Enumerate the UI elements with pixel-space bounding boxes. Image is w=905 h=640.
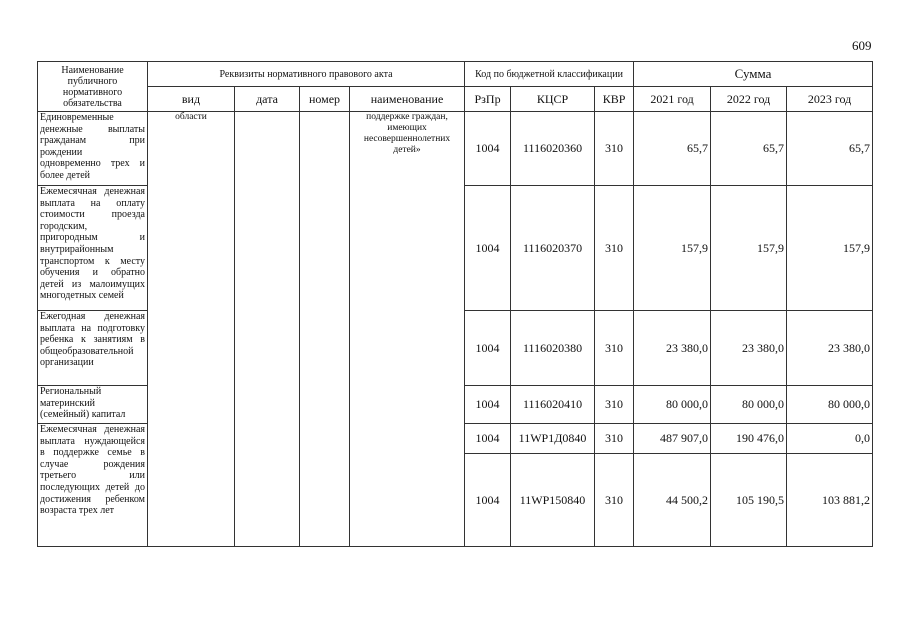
- row-sum-2022: 190 476,0: [711, 424, 787, 454]
- row-sum-2023: 157,9: [787, 186, 873, 311]
- header-2023: 2023 год: [787, 87, 873, 112]
- header-sum: Сумма: [634, 62, 873, 87]
- row-sum-2022: 157,9: [711, 186, 787, 311]
- header-naimenovanie: наименование: [350, 87, 465, 112]
- row-kvr: 310: [595, 311, 634, 386]
- header-vid: вид: [148, 87, 235, 112]
- row-kcsr: 1116020410: [511, 386, 595, 424]
- row-kvr: 310: [595, 424, 634, 454]
- row-sum-2023: 23 380,0: [787, 311, 873, 386]
- row-kcsr: 1116020370: [511, 186, 595, 311]
- row-rzpr: 1004: [465, 386, 511, 424]
- row-sum-2021: 487 907,0: [634, 424, 711, 454]
- header-requisites: Реквизиты нормативного правового акта: [148, 62, 465, 87]
- row-sum-2022: 80 000,0: [711, 386, 787, 424]
- act-vid: области: [148, 112, 235, 547]
- row-rzpr: 1004: [465, 424, 511, 454]
- header-name-col: Наименование публичного нормативного обязательства: [38, 62, 148, 112]
- row-name: Ежегодная денежная выплата на подготовку ребенка к занятиям в общеобразовательной организации: [38, 311, 148, 386]
- header-kcsr: КЦСР: [511, 87, 595, 112]
- row-rzpr: 1004: [465, 454, 511, 547]
- row-kcsr: 11WP1Д0840: [511, 424, 595, 454]
- row-kcsr: 1116020360: [511, 112, 595, 186]
- row-name: Региональный материнский (семейный) капитал: [38, 386, 148, 424]
- row-sum-2022: 105 190,5: [711, 454, 787, 547]
- row-sum-2023: 80 000,0: [787, 386, 873, 424]
- row-rzpr: 1004: [465, 311, 511, 386]
- row-name: Ежемесячная денежная выплата на оплату стоимости проезда городским, пригородным и внутрирайонным транспортом к месту обучения и обратно детей из малоимущих многодетных семей: [38, 186, 148, 311]
- row-sum-2023: 103 881,2: [787, 454, 873, 547]
- budget-table: [37, 61, 873, 547]
- header-kvr: КВР: [595, 87, 634, 112]
- row-sum-2022: 65,7: [711, 112, 787, 186]
- row-rzpr: 1004: [465, 112, 511, 186]
- row-sum-2021: 80 000,0: [634, 386, 711, 424]
- header-row-2: [38, 87, 873, 112]
- row-sum-2021: 44 500,2: [634, 454, 711, 547]
- header-budget-code: Код по бюджетной классификации: [465, 62, 634, 87]
- row-sum-2023: 0,0: [787, 424, 873, 454]
- row-sum-2021: 157,9: [634, 186, 711, 311]
- header-nomer: номер: [300, 87, 350, 112]
- header-2021: 2021 год: [634, 87, 711, 112]
- row-kvr: 310: [595, 112, 634, 186]
- header-rzpr: РзПр: [465, 87, 511, 112]
- row-sum-2021: 23 380,0: [634, 311, 711, 386]
- row-sum-2021: 65,7: [634, 112, 711, 186]
- act-name: поддержке граждан, имеющих несовершеннолетних детей»: [350, 112, 465, 547]
- act-number: [300, 112, 350, 547]
- header-data: дата: [235, 87, 300, 112]
- table-row: [38, 112, 873, 186]
- row-kcsr: 11WP150840: [511, 454, 595, 547]
- row-kvr: 310: [595, 386, 634, 424]
- act-date: [235, 112, 300, 547]
- row-kcsr: 1116020380: [511, 311, 595, 386]
- page-number: 609: [852, 38, 872, 53]
- header-2022: 2022 год: [711, 87, 787, 112]
- row-name: Ежемесячная денежная выплата нуждающейся в поддержке семье в случае рождения третьего или последующих детей до достижения ребенком возраста трех лет: [38, 424, 148, 547]
- row-sum-2022: 23 380,0: [711, 311, 787, 386]
- row-kvr: 310: [595, 186, 634, 311]
- header-row-1: [38, 62, 873, 87]
- row-sum-2023: 65,7: [787, 112, 873, 186]
- row-kvr: 310: [595, 454, 634, 547]
- row-rzpr: 1004: [465, 186, 511, 311]
- row-name: Единовременные денежные выплаты гражданам при рождении одновременно трех и более детей: [38, 112, 148, 186]
